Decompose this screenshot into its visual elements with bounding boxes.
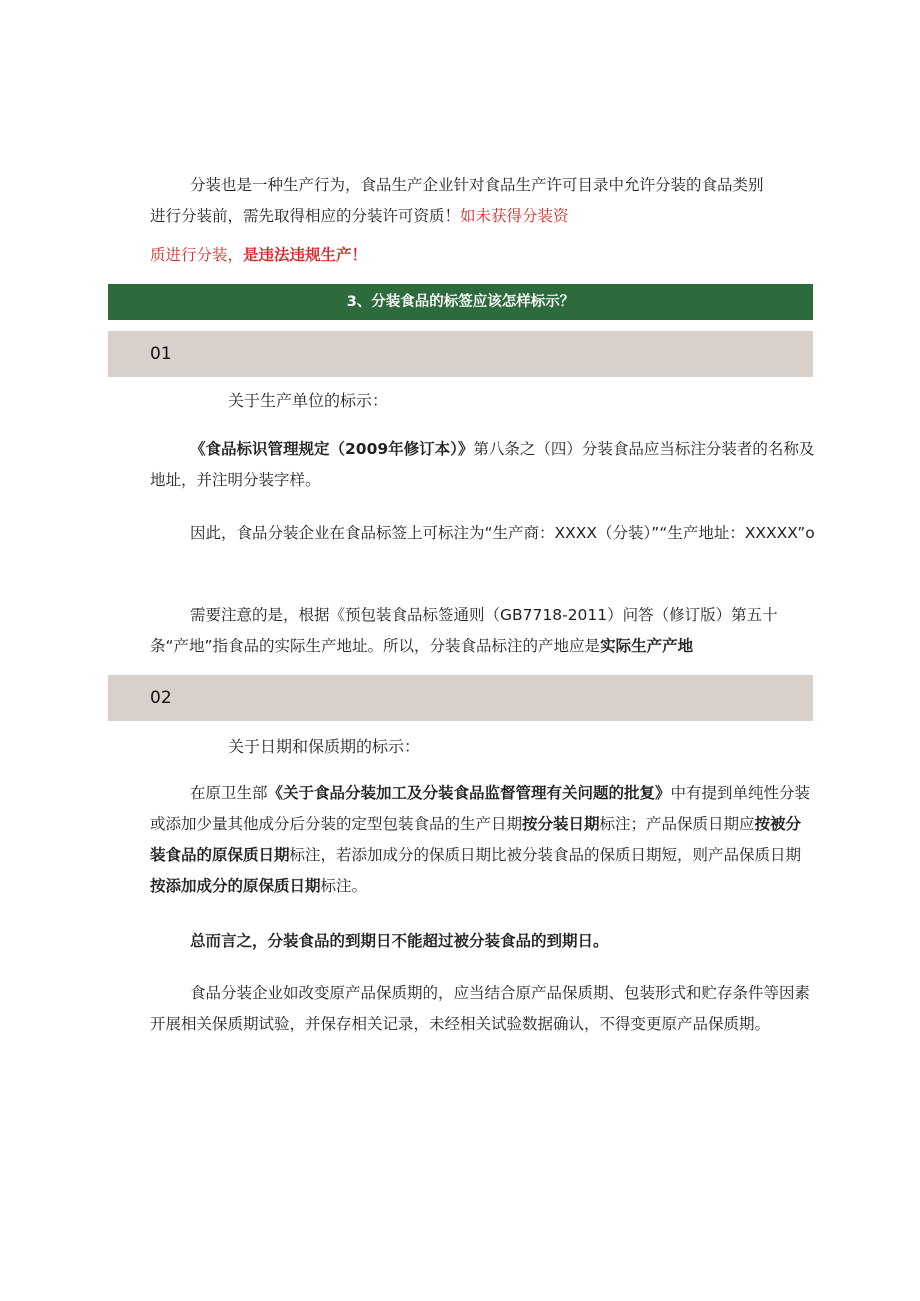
section-02-p1-d: 按分装日期	[522, 815, 600, 833]
section-01-p1	[150, 434, 815, 496]
intro-warning-start: 如未获得分装资	[460, 207, 569, 225]
section-01-heading: 关于生产单位的标示：	[228, 391, 389, 410]
section-banner	[108, 284, 813, 320]
section-01-p2-text: 因此，食品分装企业在食品标签上可标注为“生产商：XXXX（分装）”“生产地址：XXXXX”o	[190, 524, 815, 542]
section-02-p1-f: 按被分装食品的原保质日期	[150, 815, 802, 864]
section-02-p1-c: 中有提到单纯性分装或添加少量其他成分后分装的定型包装食品的生产日期	[150, 784, 811, 833]
section-02-summary	[150, 926, 815, 957]
section-01-number: 01	[150, 344, 172, 364]
banner-title: 3、分装食品的标签应该怎样标示？	[346, 294, 575, 310]
intro-warning-line	[150, 240, 815, 271]
section-02-p1-doc-title: 《关于食品分装加工及分装食品监督管理有关问题的批复》	[267, 784, 671, 802]
section-02-summary-text: 总而言之，分装食品的到期日不能超过被分装食品的到期日。	[190, 932, 609, 950]
intro-warning-bold: 是违法违规生产！	[243, 246, 368, 264]
section-02-p3-text: 食品分装企业如改变原产品保质期的，应当结合原产品保质期、包装形式和贮存条件等因素开展相关保质期试验，并保存相关记录，未经相关试验数据确认，不得变更原产品保质期。	[150, 984, 811, 1033]
section-02-number: 02	[150, 688, 172, 708]
section-01-p3-bold: 实际生产产地	[600, 637, 694, 655]
section-01-p3-text: 需要注意的是，根据《预包装食品标签通则（GB7718-2011）问答（修订版）第五十条“产地”指食品的实际生产地址。所以，分装食品标注的产地应是	[150, 606, 778, 655]
intro-warning-red: 质进行分装，	[150, 246, 244, 264]
section-02-p1-e: 标注；产品保质日期应	[599, 815, 755, 833]
section-02-p1	[150, 778, 815, 902]
intro-paragraph	[150, 170, 815, 232]
section-02-p1-i: 标注。	[320, 877, 368, 895]
section-01-p3	[150, 600, 815, 662]
section-01-bar	[108, 331, 813, 377]
section-02-bar	[108, 675, 813, 721]
section-02-p3	[150, 978, 815, 1040]
regulation-title: 《食品标识管理规定（2009年修订本）》	[190, 440, 474, 458]
section-01-p1-text: 第八条之（四）分装食品应当标注分装者的名称及地址，并注明分装字样。	[150, 440, 815, 489]
section-02-p1-g: 标注，若添加成分的保质日期比被分装食品的保质日期短，则产品保质日期	[289, 846, 802, 864]
section-02-p1-a: 在原卫生部	[190, 784, 268, 802]
section-02-p1-h: 按添加成分的原保质日期	[150, 877, 321, 895]
intro-line2: 进行分装前，需先取得相应的分装许可资质！	[150, 207, 461, 225]
section-02-heading: 关于日期和保质期的标示：	[228, 737, 421, 756]
intro-line1: 分装也是一种生产行为，食品生产企业针对食品生产许可目录中允许分装的食品类别	[190, 176, 764, 194]
section-01-p2	[150, 518, 815, 549]
